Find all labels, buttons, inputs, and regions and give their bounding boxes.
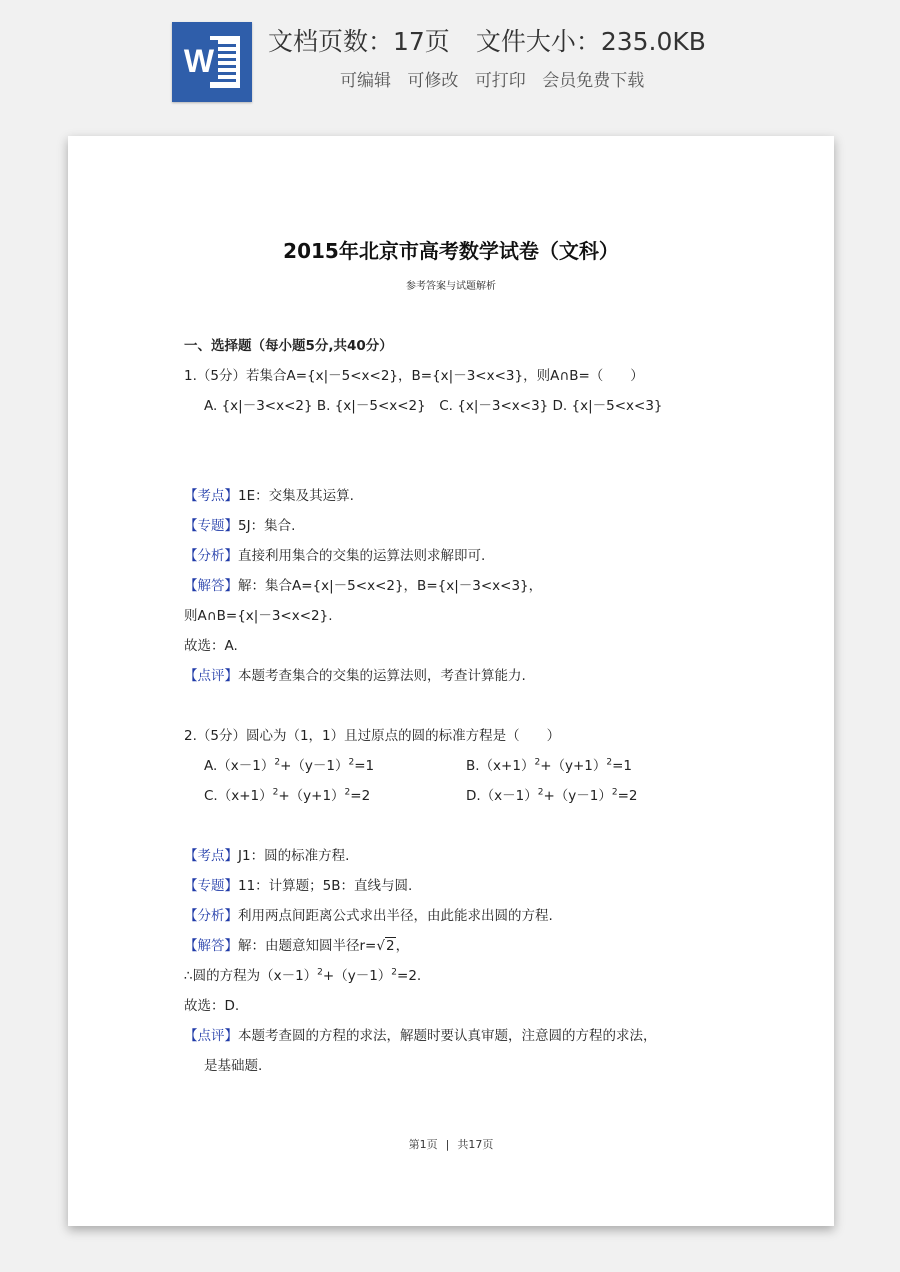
q2-c-pre: C.（x+1）	[204, 788, 273, 804]
q1-zhuanti-text: 5J：集合.	[238, 518, 296, 534]
q1-jieda	[184, 574, 542, 594]
page-count: 文档页数：17页	[268, 27, 450, 56]
exponent: 2	[537, 787, 544, 798]
fenxi-tag: 【分析】	[184, 908, 238, 924]
q2-c-post: =2	[350, 788, 371, 804]
q2-option-c	[204, 784, 370, 804]
q1-fenxi	[184, 544, 485, 564]
zhuanti-tag: 【专题】	[184, 878, 238, 894]
q2-d-mid: +（y－1）	[543, 788, 612, 804]
exponent: 2	[606, 757, 613, 768]
q1-jieda-cont: 则A∩B={x|－3<x<2}.	[184, 608, 333, 624]
q2-c-mid: +（y+1）	[278, 788, 345, 804]
q2-fenxi-text: 利用两点间距离公式求出半径，由此能求出圆的方程.	[238, 908, 553, 924]
q2-answer: 故选：D.	[184, 998, 240, 1014]
feature-list	[340, 66, 655, 91]
exponent: 2	[274, 757, 281, 768]
q1-answer: 故选：A.	[184, 638, 238, 654]
q1-kaodian	[184, 484, 354, 504]
exponent: 2	[317, 967, 323, 978]
exponent: 2	[344, 787, 351, 798]
q2-zhuanti-text: 11：计算题；5B：直线与圆.	[238, 878, 413, 894]
q2-kaodian	[184, 844, 349, 864]
q2-jieda-text: 解：由题意知圆半径r=	[238, 938, 377, 954]
sqrt-expression	[376, 938, 395, 954]
q1-dianping	[184, 664, 526, 684]
feature-member-download: 会员免费下载	[542, 71, 645, 91]
exponent: 2	[272, 787, 279, 798]
document-title: 2015年北京市高考数学试卷（文科）	[283, 239, 619, 263]
q2-equation	[184, 964, 421, 984]
footer-separator: |	[445, 1138, 450, 1151]
q2-option-b	[466, 754, 632, 774]
kaodian-tag: 【考点】	[184, 488, 238, 504]
q2-a-pre: A.（x－1）	[204, 758, 275, 774]
q1-kaodian-text: 1E：交集及其运算.	[238, 488, 354, 504]
download-header	[0, 0, 900, 125]
kaodian-tag: 【考点】	[184, 848, 238, 864]
dianping-tag: 【点评】	[184, 668, 238, 684]
q1-stem: 1.（5分）若集合A={x|－5<x<2}，B={x|－3<x<3}，则A∩B=（ ）	[184, 368, 644, 384]
file-size: 文件大小：235.0KB	[475, 27, 706, 56]
exponent: 2	[348, 757, 355, 768]
q2-b-pre: B.（x+1）	[466, 758, 535, 774]
word-document-icon	[172, 22, 252, 102]
dianping-tag: 【点评】	[184, 1028, 238, 1044]
document-subtitle: 参考答案与试题解析	[406, 281, 496, 292]
q2-kaodian-text: J1：圆的标准方程.	[238, 848, 350, 864]
fenxi-tag: 【分析】	[184, 548, 238, 564]
feature-editable: 可编辑	[340, 71, 391, 91]
total-pages: 共17页	[457, 1138, 494, 1151]
sqrt-sign: √	[376, 938, 385, 954]
zhuanti-tag: 【专题】	[184, 518, 238, 534]
feature-printable: 可打印	[474, 71, 526, 91]
q2-dianping-cont: 是基础题.	[204, 1058, 263, 1074]
q2-stem: 2.（5分）圆心为（1，1）且过原点的圆的标准方程是（ ）	[184, 728, 561, 744]
jieda-tag: 【解答】	[184, 938, 238, 954]
exponent: 2	[534, 757, 541, 768]
word-letter: W	[180, 40, 218, 82]
q2-jieda-end: ，	[395, 938, 410, 954]
file-info	[268, 22, 706, 58]
q2-d-pre: D.（x－1）	[466, 788, 538, 804]
q1-zhuanti	[184, 514, 295, 534]
q2-fenxi	[184, 904, 553, 924]
document-page	[68, 136, 834, 1226]
q2-eq-mid: +（y－1）	[322, 968, 392, 984]
q2-option-a	[204, 754, 374, 774]
q2-b-post: =1	[612, 758, 633, 774]
q1-fenxi-text: 直接利用集合的交集的运算法则求解即可.	[238, 548, 486, 564]
q2-dianping	[184, 1024, 657, 1044]
q2-a-mid: +（y－1）	[280, 758, 349, 774]
q2-eq-pre: ∴圆的方程为（x－1）	[184, 968, 318, 984]
current-page: 第1页	[408, 1138, 438, 1151]
q2-jieda	[184, 934, 409, 954]
q2-b-mid: +（y+1）	[540, 758, 607, 774]
q2-dianping-text: 本题考查圆的方程的求法，解题时要认真审题，注意圆的方程的求法，	[238, 1028, 657, 1044]
q2-zhuanti	[184, 874, 412, 894]
section-heading: 一、选择题（每小题5分,共40分）	[184, 338, 393, 354]
sqrt-radicand: 2	[385, 938, 395, 954]
q2-eq-post: =2.	[397, 968, 422, 984]
q2-a-post: =1	[354, 758, 375, 774]
q1-jieda-text: 解：集合A={x|－5<x<2}，B={x|－3<x<3}，	[238, 578, 543, 594]
q2-d-post: =2	[617, 788, 638, 804]
feature-modifiable: 可修改	[407, 71, 459, 91]
exponent: 2	[611, 787, 618, 798]
q1-options: A. {x|－3<x<2} B. {x|－5<x<2} C. {x|－3<x<3} D. {x|－5<x<3}	[204, 398, 663, 414]
page-footer	[68, 1136, 834, 1152]
exponent: 2	[391, 967, 398, 978]
q1-dianping-text: 本题考查集合的交集的运算法则，考查计算能力.	[238, 668, 526, 684]
jieda-tag: 【解答】	[184, 578, 238, 594]
q2-option-d	[466, 784, 638, 804]
